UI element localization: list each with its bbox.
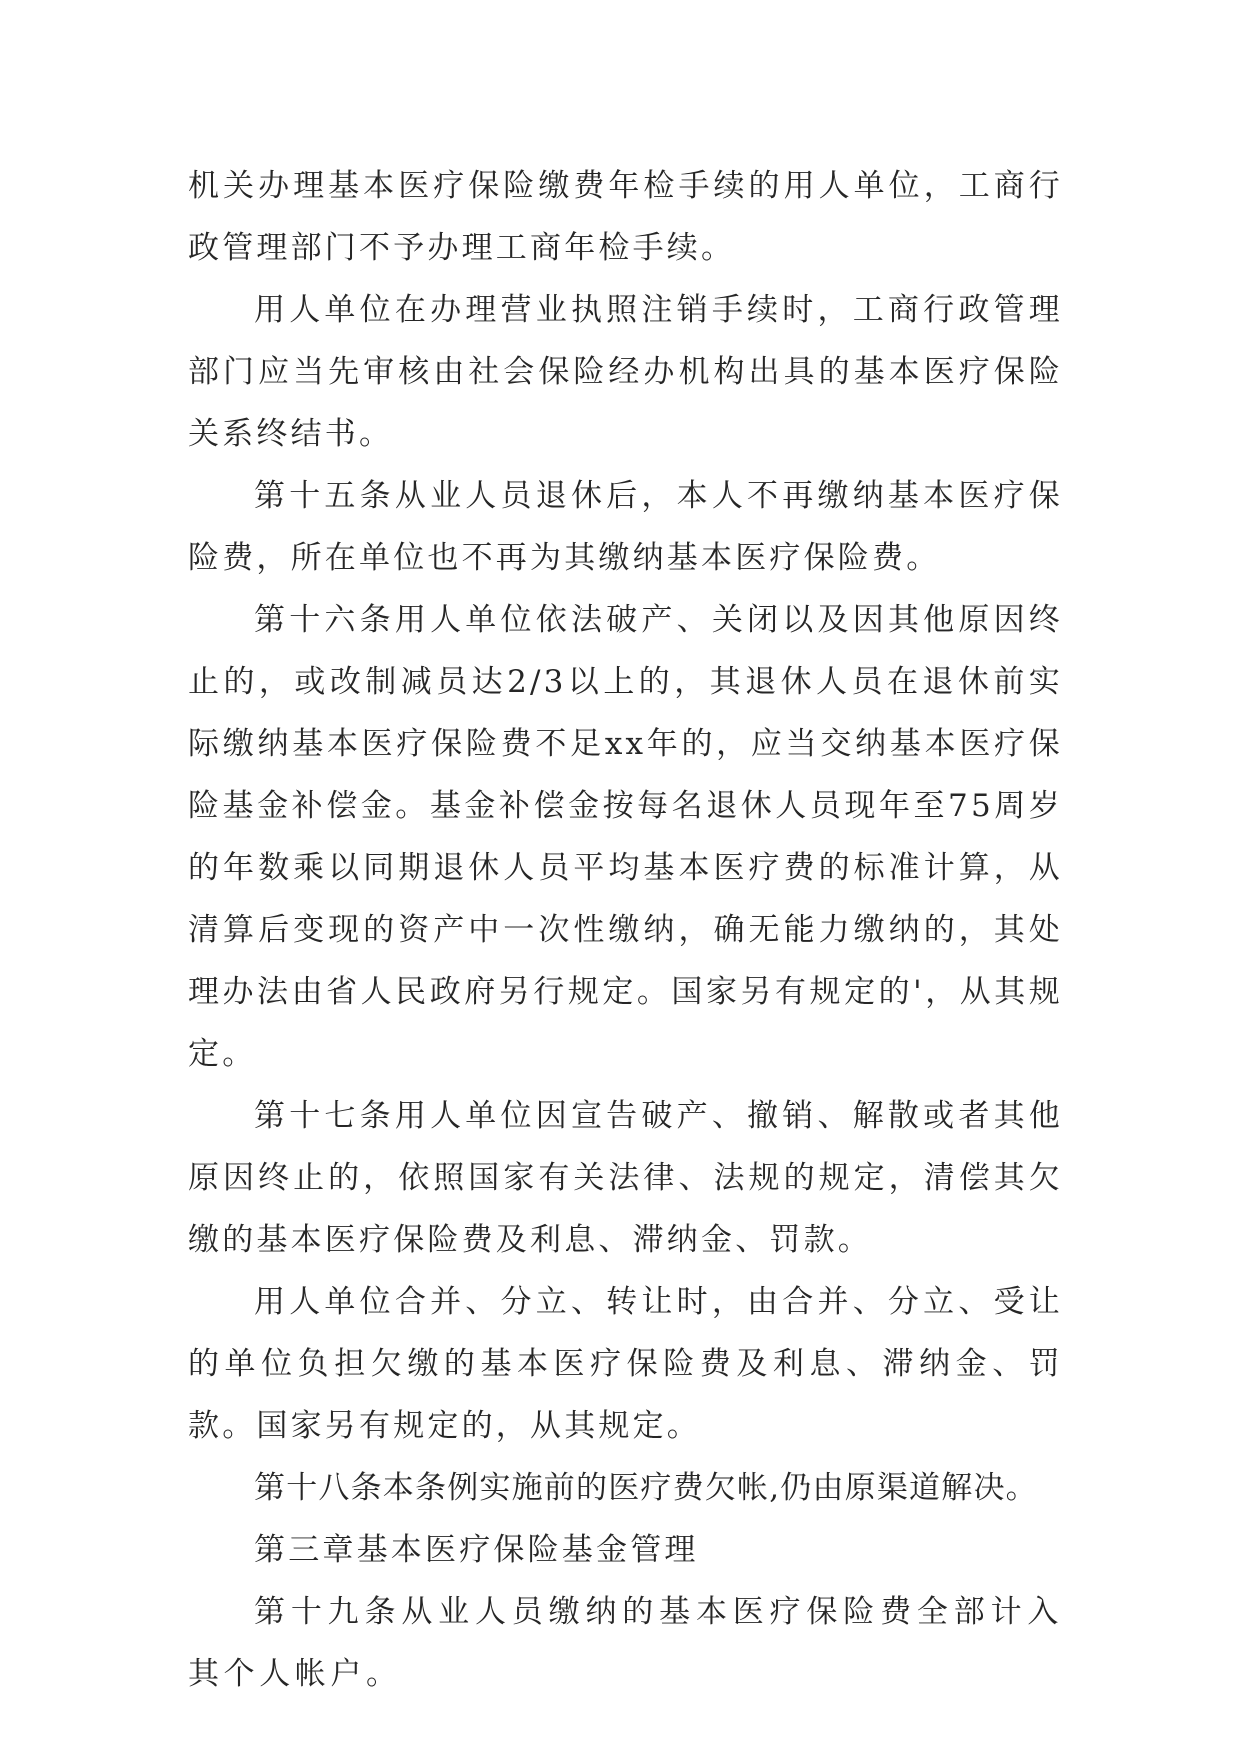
paragraph-license-cancellation: 用人单位在办理营业执照注销手续时，工商行政管理部门应当先审核由社会保险经办机构出具的基本医疗保险关系终结书。 xyxy=(188,292,1063,452)
paragraph-merger-division: 用人单位合并、分立、转让时，由合并、分立、受让的单位负担欠缴的基本医疗保险费及利息、滞纳金、罚款。国家另有规定的，从其规定。 xyxy=(188,1284,1063,1444)
paragraph-article-16: 第十六条用人单位依法破产、关闭以及因其他原因终止的，或改制减员达2/3以上的，其退休人员在退休前实际缴纳基本医疗保险费不足xx年的，应当交纳基本医疗保险基金补偿金。基金补偿金按每名退休人员现年至75周岁的年数乘以同期退休人员平均基本医疗费的标准计算，从清算后变现的资产中一次性缴纳，确无能力缴纳的，其处理办法由省人民政府另行规定。国家另有规定的'，从其规定。 xyxy=(188,602,1063,1072)
paragraph-article-15: 第十五条从业人员退休后，本人不再缴纳基本医疗保险费，所在单位也不再为其缴纳基本医疗保险费。 xyxy=(188,478,1063,576)
paragraph-article-18: 第十八条本条例实施前的医疗费欠帐,仍由原渠道解决。 xyxy=(254,1470,1038,1506)
chapter-heading-3: 第三章基本医疗保险基金管理 xyxy=(254,1532,699,1568)
document-body xyxy=(188,155,1063,1705)
paragraph-article-19: 第十九条从业人员缴纳的基本医疗保险费全部计入其个人帐户。 xyxy=(188,1594,1063,1692)
paragraph-article-17: 第十七条用人单位因宣告破产、撤销、解散或者其他原因终止的，依照国家有关法律、法规的规定，清偿其欠缴的基本医疗保险费及利息、滞纳金、罚款。 xyxy=(188,1098,1063,1258)
paragraph-continuation: 机关办理基本医疗保险缴费年检手续的用人单位，工商行政管理部门不予办理工商年检手续。 xyxy=(188,168,1063,266)
